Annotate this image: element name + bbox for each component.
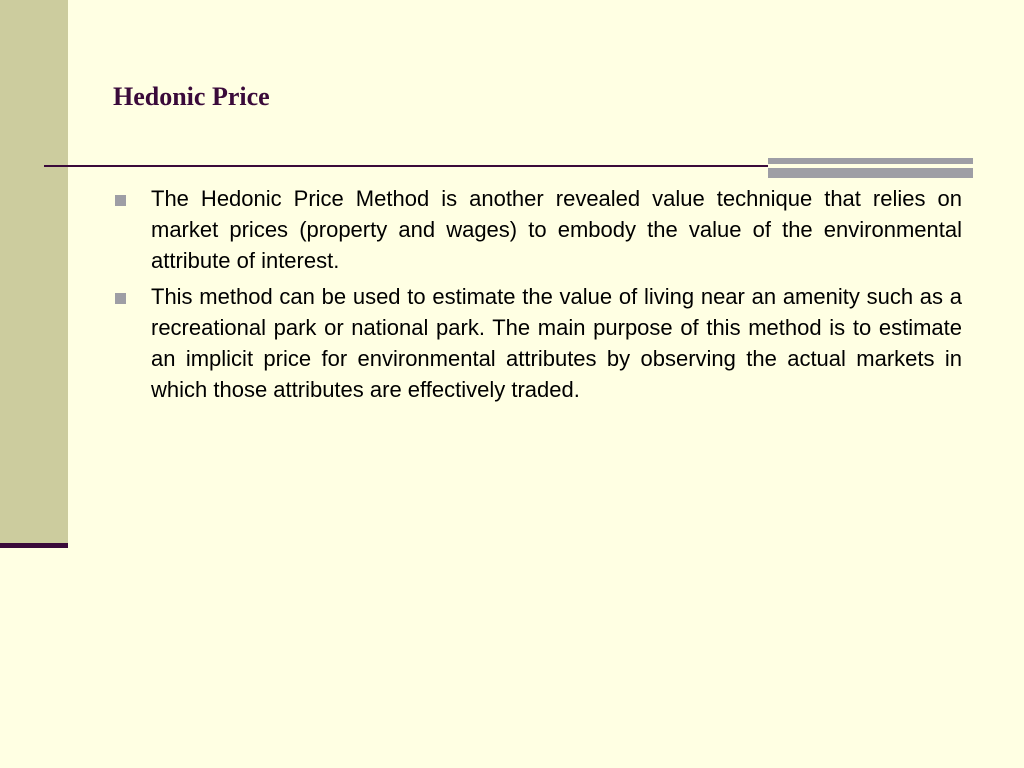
- side-decorative-band: [0, 0, 68, 545]
- square-bullet-icon: [115, 293, 126, 304]
- bullet-item: [112, 281, 962, 405]
- bullet-text: The Hedonic Price Method is another revealed value technique that relies on market prices (property and wages) to embody the value of the environmental attribute of interest.: [151, 186, 962, 273]
- bullet-item: [112, 183, 962, 276]
- bullet-text: This method can be used to estimate the value of living near an amenity such as a recreational park or national park. The main purpose of this method is to estimate an implicit price for environmental attributes by observing the actual markets in which those attributes are effectively traded.: [151, 284, 962, 402]
- slide-title: Hedonic Price: [113, 82, 270, 111]
- side-band-underline: [0, 543, 68, 548]
- square-bullet-icon: [115, 195, 126, 206]
- bullet-list: [112, 183, 962, 410]
- title-accent-bar: [768, 158, 973, 178]
